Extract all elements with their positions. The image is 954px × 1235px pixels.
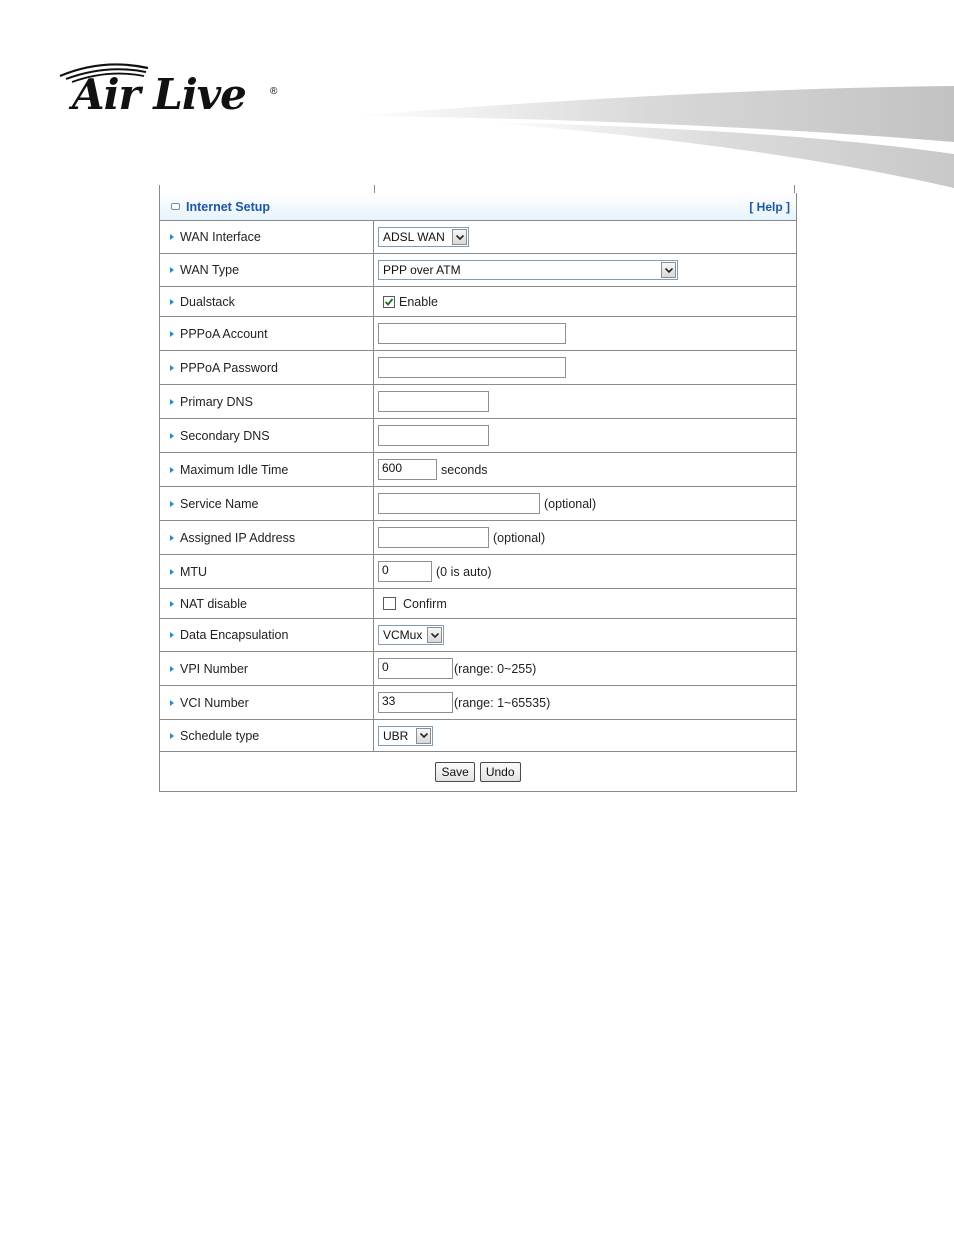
nat-disable-checkbox[interactable]	[383, 597, 396, 610]
bullet-arrow-icon	[170, 365, 174, 371]
vpi-number-input[interactable]: 0	[378, 658, 453, 679]
value-cell	[374, 555, 796, 588]
pppoa-password-input[interactable]	[378, 357, 566, 378]
pppoa-account-label: PPPoA Account	[180, 326, 268, 341]
bullet-arrow-icon	[170, 569, 174, 575]
label-cell	[160, 555, 374, 588]
assigned-ip-label: Assigned IP Address	[180, 530, 296, 545]
checkmark-icon	[384, 297, 394, 307]
row-vpi-number	[160, 652, 796, 686]
value-cell	[374, 351, 796, 384]
assigned-ip-suffix: (optional)	[493, 530, 546, 545]
value-cell	[374, 720, 796, 751]
value-cell	[374, 521, 796, 554]
label-cell	[160, 317, 374, 350]
value-cell	[374, 619, 796, 651]
row-wan-type	[160, 254, 796, 287]
secondary-dns-label: Secondary DNS	[180, 428, 270, 443]
label-cell	[160, 385, 374, 418]
row-nat-disable	[160, 589, 796, 619]
label-cell	[160, 686, 374, 719]
label-cell	[160, 453, 374, 486]
registered-mark: ®	[270, 86, 278, 97]
panel-header	[160, 193, 796, 221]
bullet-arrow-icon	[170, 632, 174, 638]
mtu-label: MTU	[180, 564, 208, 579]
nat-disable-checkbox-label: Confirm	[403, 596, 447, 611]
action-buttons	[160, 752, 796, 791]
row-secondary-dns	[160, 419, 796, 453]
value-cell	[374, 652, 796, 685]
max-idle-time-label: Maximum Idle Time	[180, 462, 289, 477]
bullet-arrow-icon	[170, 700, 174, 706]
row-assigned-ip	[160, 521, 796, 555]
header-swoosh-graphic	[330, 80, 954, 192]
label-cell	[160, 720, 374, 751]
value-cell	[374, 453, 796, 486]
bullet-arrow-icon	[170, 733, 174, 739]
panel-title	[171, 200, 270, 214]
row-primary-dns	[160, 385, 796, 419]
value-cell	[374, 254, 796, 286]
data-encapsulation-label: Data Encapsulation	[180, 628, 289, 642]
save-button[interactable]: Save	[435, 762, 474, 782]
bullet-arrow-icon	[170, 433, 174, 439]
bullet-arrow-icon	[170, 666, 174, 672]
row-schedule-type	[160, 720, 796, 752]
schedule-type-selected: UBR	[383, 728, 409, 743]
value-cell	[374, 317, 796, 350]
mtu-suffix: (0 is auto)	[436, 564, 492, 579]
nat-disable-label: NAT disable	[180, 596, 247, 611]
service-name-input[interactable]	[378, 493, 540, 514]
value-cell	[374, 487, 796, 520]
label-cell	[160, 254, 374, 286]
logo-wordmark: Air Live	[72, 70, 246, 119]
schedule-type-label: Schedule type	[180, 728, 260, 743]
label-cell	[160, 419, 374, 452]
wan-type-selected: PPP over ATM	[383, 263, 461, 277]
bullet-arrow-icon	[170, 601, 174, 607]
vpi-number-suffix: (range: 0~255)	[454, 661, 537, 676]
chevron-down-icon[interactable]	[661, 262, 676, 278]
pppoa-account-input[interactable]	[378, 323, 566, 344]
row-mtu	[160, 555, 796, 589]
section-icon	[171, 203, 180, 210]
label-cell	[160, 287, 374, 316]
row-max-idle-time	[160, 453, 796, 487]
row-pppoa-account	[160, 317, 796, 351]
pppoa-password-label: PPPoA Password	[180, 360, 278, 375]
data-encapsulation-selected: VCMux	[383, 628, 423, 642]
wan-type-label: WAN Type	[180, 263, 240, 277]
label-cell	[160, 221, 374, 253]
row-dualstack	[160, 287, 796, 317]
row-pppoa-password	[160, 351, 796, 385]
value-cell	[374, 221, 796, 253]
schedule-type-select[interactable]	[378, 726, 433, 746]
vci-number-label: VCI Number	[180, 695, 249, 710]
label-cell	[160, 487, 374, 520]
bullet-arrow-icon	[170, 467, 174, 473]
dualstack-label: Dualstack	[180, 294, 235, 309]
airlive-logo	[58, 60, 288, 122]
bullet-arrow-icon	[170, 299, 174, 305]
row-wan-interface	[160, 221, 796, 254]
wan-interface-selected: ADSL WAN	[383, 230, 445, 244]
bullet-arrow-icon	[170, 399, 174, 405]
primary-dns-input[interactable]	[378, 391, 489, 412]
wan-type-select[interactable]	[378, 260, 678, 280]
chevron-down-icon[interactable]	[427, 627, 442, 643]
vpi-number-label: VPI Number	[180, 661, 249, 676]
label-cell	[160, 619, 374, 651]
label-cell	[160, 589, 374, 618]
data-encapsulation-select[interactable]	[378, 625, 444, 645]
service-name-suffix: (optional)	[544, 496, 597, 511]
wan-interface-label: WAN Interface	[180, 230, 261, 244]
service-name-label: Service Name	[180, 496, 259, 511]
panel-title-text: Internet Setup	[186, 199, 271, 214]
bullet-arrow-icon	[170, 234, 174, 240]
help-link[interactable]: [ Help ]	[749, 199, 790, 214]
bullet-arrow-icon	[170, 267, 174, 273]
wan-interface-select[interactable]	[378, 227, 469, 247]
chevron-down-icon[interactable]	[416, 728, 431, 744]
label-cell	[160, 351, 374, 384]
secondary-dns-input[interactable]	[378, 425, 489, 446]
value-cell	[374, 385, 796, 418]
vci-number-suffix: (range: 1~65535)	[454, 695, 551, 710]
row-data-encapsulation	[160, 619, 796, 652]
row-vci-number	[160, 686, 796, 720]
assigned-ip-input[interactable]	[378, 527, 489, 548]
internet-setup-panel	[159, 193, 797, 792]
undo-button[interactable]: Undo	[480, 762, 521, 782]
label-cell	[160, 521, 374, 554]
chevron-down-icon[interactable]	[452, 229, 467, 245]
bullet-arrow-icon	[170, 535, 174, 541]
value-cell	[374, 589, 796, 618]
primary-dns-label: Primary DNS	[180, 394, 253, 409]
value-cell	[374, 419, 796, 452]
label-cell	[160, 652, 374, 685]
dualstack-checkbox-label: Enable	[399, 294, 438, 309]
row-service-name	[160, 487, 796, 521]
bullet-arrow-icon	[170, 501, 174, 507]
value-cell	[374, 686, 796, 719]
max-idle-time-input[interactable]: 600	[378, 459, 437, 480]
vci-number-input[interactable]: 33	[378, 692, 453, 713]
value-cell	[374, 287, 796, 316]
max-idle-time-suffix: seconds	[441, 462, 488, 477]
dualstack-checkbox[interactable]	[383, 296, 395, 308]
mtu-input[interactable]: 0	[378, 561, 432, 582]
bullet-arrow-icon	[170, 331, 174, 337]
